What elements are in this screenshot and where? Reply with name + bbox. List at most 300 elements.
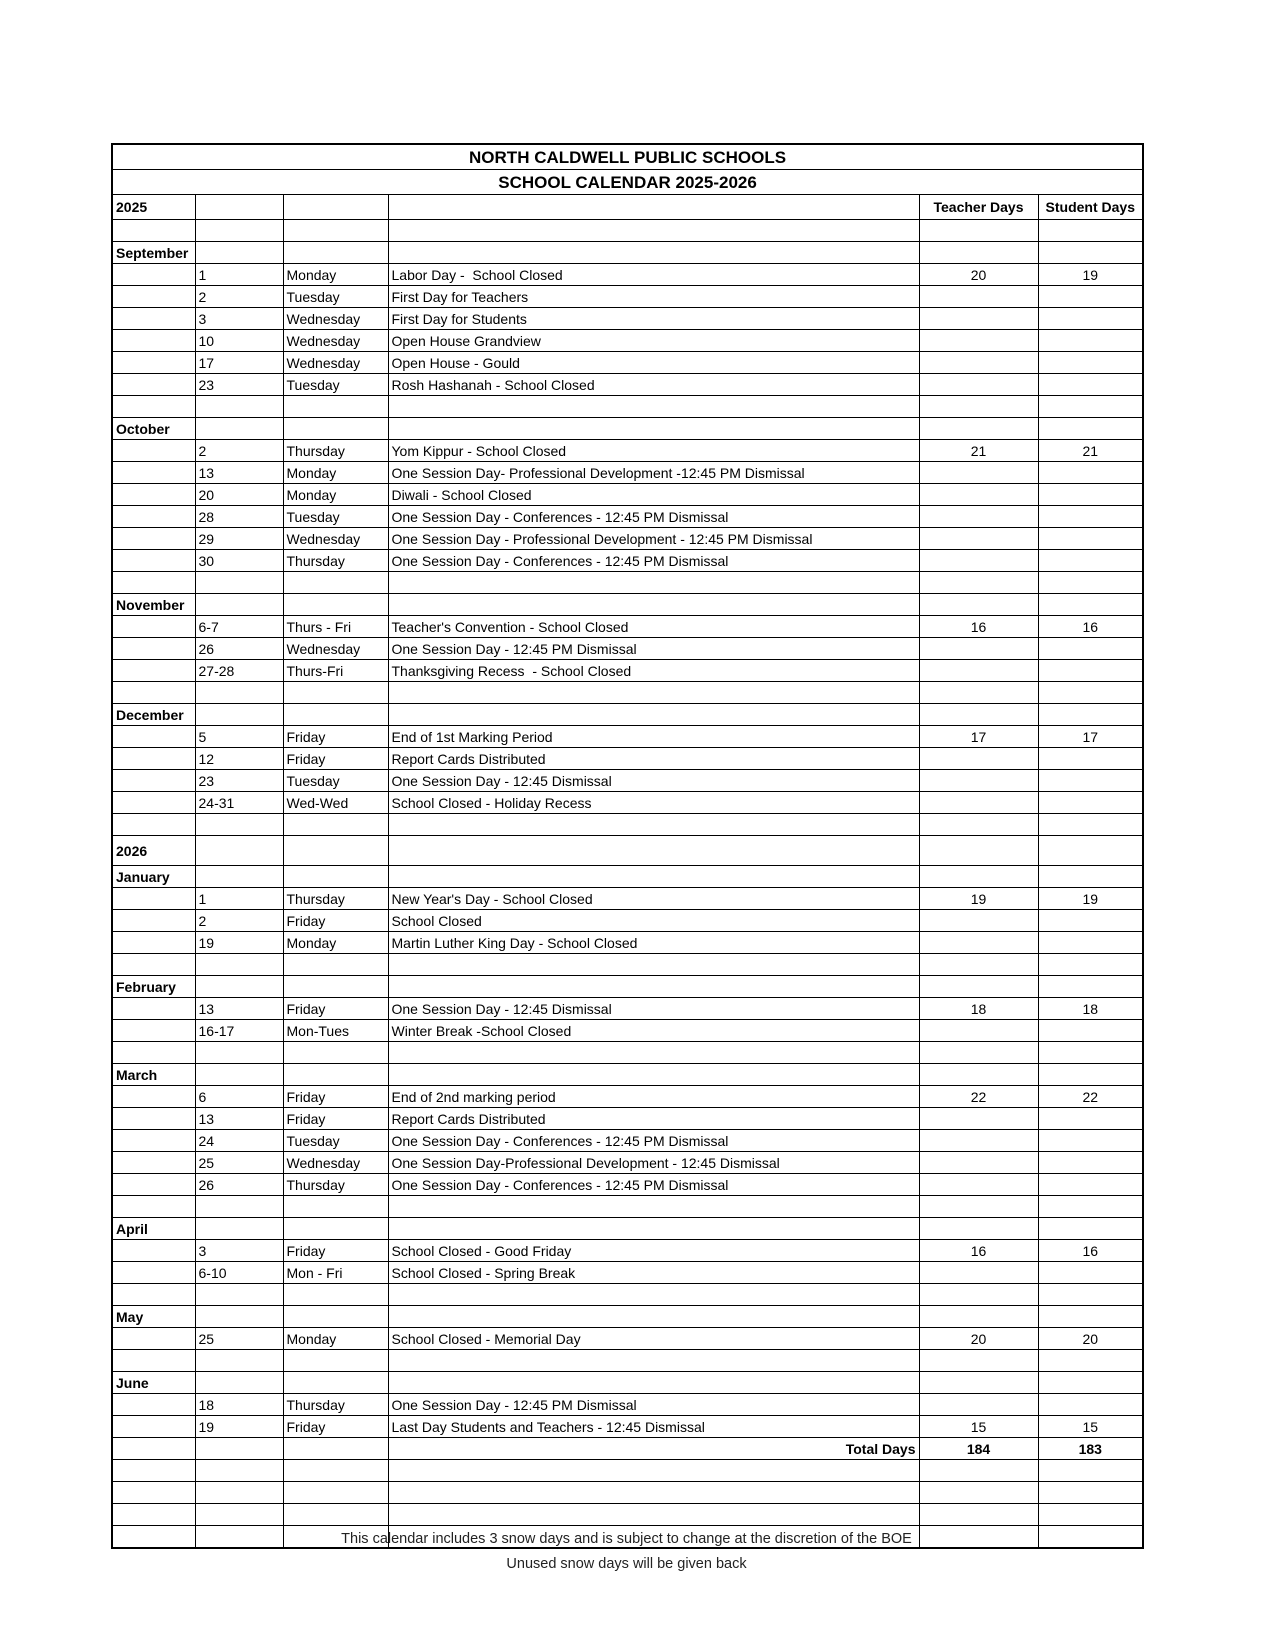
cell-event: One Session Day - Conferences - 12:45 PM Dismissal	[388, 1174, 919, 1196]
cell-month	[112, 1438, 195, 1460]
cell-date: 24-31	[195, 792, 283, 814]
cell-day	[283, 220, 388, 242]
table-row	[112, 932, 1143, 954]
cell-student-days	[1038, 1130, 1143, 1152]
cell-date: 27-28	[195, 660, 283, 682]
cell-student-days	[1038, 286, 1143, 308]
cell-event	[388, 1482, 919, 1504]
cell-event: Yom Kippur - School Closed	[388, 440, 919, 462]
table-row	[112, 528, 1143, 550]
cell-day: Wednesday	[283, 1152, 388, 1174]
table-row	[112, 1262, 1143, 1284]
cell-date	[195, 1372, 283, 1394]
cell-date	[195, 1438, 283, 1460]
table-row	[112, 1020, 1143, 1042]
cell-day: Tuesday	[283, 374, 388, 396]
table-row	[112, 1284, 1143, 1306]
cell-date: 1	[195, 264, 283, 286]
cell-student-days	[1038, 682, 1143, 704]
cell-day	[283, 704, 388, 726]
table-row	[112, 1394, 1143, 1416]
cell-day: Thurs-Fri	[283, 660, 388, 682]
cell-day	[283, 1482, 388, 1504]
cell-student-days	[1038, 1284, 1143, 1306]
cell-student-days	[1038, 220, 1143, 242]
cell-date: 28	[195, 506, 283, 528]
table-row	[112, 1086, 1143, 1108]
cell-month	[112, 1394, 195, 1416]
cell-day: Tuesday	[283, 506, 388, 528]
cell-day: Wednesday	[283, 528, 388, 550]
cell-date	[195, 814, 283, 836]
cell-teacher-days	[919, 1284, 1038, 1306]
cell-date: 25	[195, 1328, 283, 1350]
cell-day: Monday	[283, 484, 388, 506]
cell-event: One Session Day - 12:45 Dismissal	[388, 998, 919, 1020]
cell-day: Tuesday	[283, 286, 388, 308]
cell-event: Martin Luther King Day - School Closed	[388, 932, 919, 954]
cell-day	[283, 1504, 388, 1526]
cell-teacher-days	[919, 572, 1038, 594]
cell-event: School Closed - Good Friday	[388, 1240, 919, 1262]
table-row	[112, 220, 1143, 242]
cell-teacher-days	[919, 1064, 1038, 1086]
cell-day	[283, 682, 388, 704]
cell-month	[112, 1416, 195, 1438]
cell-day	[283, 814, 388, 836]
cell-event: One Session Day - Conferences - 12:45 PM Dismissal	[388, 550, 919, 572]
cell-month	[112, 682, 195, 704]
cell-student-days	[1038, 660, 1143, 682]
table-row	[112, 484, 1143, 506]
table-row	[112, 682, 1143, 704]
table-row	[112, 704, 1143, 726]
cell-student-days	[1038, 910, 1143, 932]
cell-teacher-days: 18	[919, 998, 1038, 1020]
cell-student-days	[1038, 396, 1143, 418]
cell-date	[195, 682, 283, 704]
cell-day: Wednesday	[283, 352, 388, 374]
table-row	[112, 594, 1143, 616]
table-row	[112, 1152, 1143, 1174]
table-row	[112, 1350, 1143, 1372]
cell-student-days	[1038, 1482, 1143, 1504]
cell-teacher-days	[919, 836, 1038, 866]
cell-teacher-days	[919, 396, 1038, 418]
table-row	[112, 1042, 1143, 1064]
cell-month	[112, 352, 195, 374]
cell-event: Open House - Gould	[388, 352, 919, 374]
cell-student-days	[1038, 1350, 1143, 1372]
cell-date: 6-10	[195, 1262, 283, 1284]
cell-event	[388, 704, 919, 726]
cell-event: One Session Day - 12:45 PM Dismissal	[388, 638, 919, 660]
table-row	[112, 1504, 1143, 1526]
cell-event: School Closed	[388, 910, 919, 932]
table-row	[112, 1438, 1143, 1460]
cell-date	[195, 866, 283, 888]
cell-day: Mon-Tues	[283, 1020, 388, 1042]
table-row	[112, 550, 1143, 572]
table-row	[112, 814, 1143, 836]
cell-day: Thursday	[283, 440, 388, 462]
cell-event: One Session Day- Professional Development -12:45 PM Dismissal	[388, 462, 919, 484]
cell-teacher-days: 15	[919, 1416, 1038, 1438]
cell-month	[112, 1240, 195, 1262]
cell-teacher-days	[919, 1306, 1038, 1328]
table-row	[112, 396, 1143, 418]
cell-student-days	[1038, 814, 1143, 836]
cell-student-days	[1038, 792, 1143, 814]
cell-teacher-days: 22	[919, 1086, 1038, 1108]
cell-student-days	[1038, 1306, 1143, 1328]
cell-event	[388, 1372, 919, 1394]
table-row	[112, 638, 1143, 660]
cell-teacher-days	[919, 308, 1038, 330]
cell-teacher-days: 20	[919, 1328, 1038, 1350]
cell-date: 10	[195, 330, 283, 352]
cell-teacher-days	[919, 374, 1038, 396]
cell-event: Diwali - School Closed	[388, 484, 919, 506]
cell-event: One Session Day - 12:45 PM Dismissal	[388, 1394, 919, 1416]
cell-month	[112, 910, 195, 932]
cell-day	[283, 954, 388, 976]
table-row	[112, 462, 1143, 484]
cell-month	[112, 220, 195, 242]
cell-day: Friday	[283, 1108, 388, 1130]
table-row	[112, 1460, 1143, 1482]
cell-event	[388, 594, 919, 616]
cell-date	[195, 242, 283, 264]
cell-student-days	[1038, 1460, 1143, 1482]
cell-month: January	[112, 866, 195, 888]
table-row	[112, 572, 1143, 594]
cell-day	[283, 594, 388, 616]
cell-date: 6	[195, 1086, 283, 1108]
total-days-label: Total Days	[388, 1438, 919, 1460]
cell-date	[195, 1218, 283, 1240]
table-row	[112, 286, 1143, 308]
cell-month	[112, 998, 195, 1020]
cell-event	[388, 1064, 919, 1086]
table-row	[112, 792, 1143, 814]
cell-student-days	[1038, 1108, 1143, 1130]
cell-teacher-days	[919, 1196, 1038, 1218]
cell-event	[388, 976, 919, 998]
cell-event	[388, 954, 919, 976]
cell-day: Friday	[283, 910, 388, 932]
table-row	[112, 866, 1143, 888]
cell-blank	[388, 195, 919, 220]
cell-day	[283, 1196, 388, 1218]
cell-day	[283, 1306, 388, 1328]
cell-student-days	[1038, 594, 1143, 616]
cell-date: 29	[195, 528, 283, 550]
year-2025-label: 2025	[112, 195, 195, 220]
cell-student-days	[1038, 704, 1143, 726]
cell-date: 24	[195, 1130, 283, 1152]
cell-teacher-days	[919, 792, 1038, 814]
cell-date: 5	[195, 726, 283, 748]
cell-day: Friday	[283, 1416, 388, 1438]
cell-date: 2	[195, 286, 283, 308]
cell-event: End of 1st Marking Period	[388, 726, 919, 748]
cell-month	[112, 726, 195, 748]
cell-teacher-days	[919, 932, 1038, 954]
cell-student-days	[1038, 1372, 1143, 1394]
cell-teacher-days: 21	[919, 440, 1038, 462]
cell-date: 17	[195, 352, 283, 374]
cell-day	[283, 242, 388, 264]
cell-day: Mon - Fri	[283, 1262, 388, 1284]
doc-subtitle: SCHOOL CALENDAR 2025-2026	[112, 170, 1143, 195]
cell-date: 26	[195, 638, 283, 660]
table-row	[112, 888, 1143, 910]
cell-teacher-days	[919, 954, 1038, 976]
cell-month	[112, 1328, 195, 1350]
cell-teacher-days	[919, 1394, 1038, 1416]
cell-teacher-days	[919, 1460, 1038, 1482]
table-row	[112, 726, 1143, 748]
cell-month	[112, 932, 195, 954]
cell-day	[283, 1042, 388, 1064]
cell-event: End of 2nd marking period	[388, 1086, 919, 1108]
cell-teacher-days	[919, 352, 1038, 374]
cell-student-days	[1038, 418, 1143, 440]
cell-teacher-days	[919, 1262, 1038, 1284]
cell-student-days	[1038, 352, 1143, 374]
cell-day	[283, 1064, 388, 1086]
cell-month	[112, 550, 195, 572]
cell-student-days	[1038, 1262, 1143, 1284]
cell-date: 20	[195, 484, 283, 506]
table-row	[112, 660, 1143, 682]
year-2026-label: 2026	[112, 836, 195, 866]
cell-date	[195, 1350, 283, 1372]
cell-date: 25	[195, 1152, 283, 1174]
cell-day: Monday	[283, 1328, 388, 1350]
cell-student-days	[1038, 770, 1143, 792]
table-row	[112, 264, 1143, 286]
cell-day	[283, 418, 388, 440]
table-row	[112, 910, 1143, 932]
table-row	[112, 418, 1143, 440]
table-row	[112, 1064, 1143, 1086]
cell-teacher-days	[919, 1174, 1038, 1196]
cell-date	[195, 418, 283, 440]
cell-event	[388, 242, 919, 264]
cell-student-days: 19	[1038, 264, 1143, 286]
table-row	[112, 330, 1143, 352]
cell-teacher-days	[919, 976, 1038, 998]
cell-month	[112, 616, 195, 638]
cell-event	[388, 1196, 919, 1218]
cell-student-days	[1038, 932, 1143, 954]
cell-day: Thursday	[283, 888, 388, 910]
cell-date	[195, 1042, 283, 1064]
cell-date: 23	[195, 374, 283, 396]
table-row	[112, 1108, 1143, 1130]
cell-student-days	[1038, 836, 1143, 866]
cell-date	[195, 572, 283, 594]
cell-blank	[195, 195, 283, 220]
cell-date	[195, 396, 283, 418]
cell-month	[112, 462, 195, 484]
cell-event	[388, 1504, 919, 1526]
cell-month	[112, 330, 195, 352]
cell-date: 2	[195, 440, 283, 462]
table-row	[112, 748, 1143, 770]
cell-teacher-days	[919, 418, 1038, 440]
cell-student-days: 18	[1038, 998, 1143, 1020]
cell-event	[388, 572, 919, 594]
cell-day	[283, 1284, 388, 1306]
cell-student-days	[1038, 308, 1143, 330]
cell-event: First Day for Teachers	[388, 286, 919, 308]
table-row	[112, 1306, 1143, 1328]
cell-day: Thursday	[283, 550, 388, 572]
cell-teacher-days	[919, 506, 1038, 528]
table-row	[112, 195, 1143, 220]
table-row	[112, 506, 1143, 528]
cell-date	[195, 976, 283, 998]
cell-day	[283, 1438, 388, 1460]
table-row	[112, 836, 1143, 866]
cell-student-days	[1038, 1196, 1143, 1218]
cell-month	[112, 308, 195, 330]
cell-month	[112, 528, 195, 550]
cell-teacher-days	[919, 866, 1038, 888]
table-row	[112, 770, 1143, 792]
cell-date: 23	[195, 770, 283, 792]
cell-student-days	[1038, 330, 1143, 352]
table-row	[112, 374, 1143, 396]
cell-teacher-days	[919, 1218, 1038, 1240]
cell-event: One Session Day - Conferences - 12:45 PM Dismissal	[388, 506, 919, 528]
cell-date: 3	[195, 1240, 283, 1262]
table-row	[112, 954, 1143, 976]
cell-month	[112, 1482, 195, 1504]
cell-student-days	[1038, 748, 1143, 770]
cell-event: School Closed - Spring Break	[388, 1262, 919, 1284]
table-row	[112, 616, 1143, 638]
cell-teacher-days	[919, 242, 1038, 264]
cell-month	[112, 440, 195, 462]
table-row	[112, 352, 1143, 374]
cell-teacher-days	[919, 1482, 1038, 1504]
cell-student-days	[1038, 976, 1143, 998]
cell-event: One Session Day - 12:45 Dismissal	[388, 770, 919, 792]
cell-event	[388, 418, 919, 440]
cell-date	[195, 1460, 283, 1482]
cell-day	[283, 572, 388, 594]
cell-month	[112, 888, 195, 910]
cell-student-days: 22	[1038, 1086, 1143, 1108]
cell-month	[112, 954, 195, 976]
cell-teacher-days: 16	[919, 616, 1038, 638]
cell-month: June	[112, 1372, 195, 1394]
cell-month: October	[112, 418, 195, 440]
cell-event	[388, 396, 919, 418]
cell-month	[112, 1350, 195, 1372]
cell-day	[283, 976, 388, 998]
cell-event: School Closed - Memorial Day	[388, 1328, 919, 1350]
cell-teacher-days	[919, 1130, 1038, 1152]
footer-note-unused: Unused snow days will be given back	[506, 1556, 747, 1572]
cell-teacher-days	[919, 1108, 1038, 1130]
cell-student-days: 16	[1038, 616, 1143, 638]
cell-teacher-days	[919, 1152, 1038, 1174]
cell-student-days: 20	[1038, 1328, 1143, 1350]
cell-event	[388, 814, 919, 836]
cell-date: 12	[195, 748, 283, 770]
cell-date	[195, 1284, 283, 1306]
cell-date	[195, 836, 283, 866]
cell-date	[195, 954, 283, 976]
cell-month	[112, 264, 195, 286]
table-row	[112, 440, 1143, 462]
cell-month	[112, 1174, 195, 1196]
table-row	[112, 242, 1143, 264]
cell-date: 13	[195, 1108, 283, 1130]
cell-teacher-days: 16	[919, 1240, 1038, 1262]
table-row	[112, 1218, 1143, 1240]
cell-day: Wed-Wed	[283, 792, 388, 814]
cell-day: Tuesday	[283, 770, 388, 792]
cell-day: Friday	[283, 998, 388, 1020]
cell-event	[388, 866, 919, 888]
cell-date: 19	[195, 1416, 283, 1438]
cell-date	[195, 1196, 283, 1218]
cell-date: 13	[195, 998, 283, 1020]
cell-student-days	[1038, 506, 1143, 528]
cell-teacher-days: 20	[919, 264, 1038, 286]
cell-event	[388, 220, 919, 242]
cell-event	[388, 1218, 919, 1240]
cell-day: Monday	[283, 264, 388, 286]
cell-day: Thursday	[283, 1394, 388, 1416]
footer-note-snow-days: This calendar includes 3 snow days and is subject to change at the discretion of the BOE	[341, 1531, 912, 1547]
table-row	[112, 1328, 1143, 1350]
cell-event: School Closed - Holiday Recess	[388, 792, 919, 814]
cell-student-days	[1038, 866, 1143, 888]
cell-month: April	[112, 1218, 195, 1240]
cell-teacher-days	[919, 814, 1038, 836]
cell-student-days	[1038, 1152, 1143, 1174]
cell-student-days	[1038, 528, 1143, 550]
cell-date	[195, 594, 283, 616]
cell-day: Monday	[283, 932, 388, 954]
cell-student-days	[1038, 484, 1143, 506]
cell-event	[388, 1306, 919, 1328]
cell-day: Wednesday	[283, 330, 388, 352]
cell-student-days	[1038, 1020, 1143, 1042]
cell-month	[112, 1020, 195, 1042]
cell-teacher-days	[919, 484, 1038, 506]
cell-month: December	[112, 704, 195, 726]
cell-date	[195, 704, 283, 726]
cell-teacher-days	[919, 1042, 1038, 1064]
table-row	[112, 1196, 1143, 1218]
cell-event	[388, 1284, 919, 1306]
cell-month	[112, 748, 195, 770]
cell-month	[112, 770, 195, 792]
table-row	[112, 1416, 1143, 1438]
cell-teacher-days	[919, 462, 1038, 484]
cell-student-days	[1038, 550, 1143, 572]
cell-event: Winter Break -School Closed	[388, 1020, 919, 1042]
cell-teacher-days	[919, 594, 1038, 616]
